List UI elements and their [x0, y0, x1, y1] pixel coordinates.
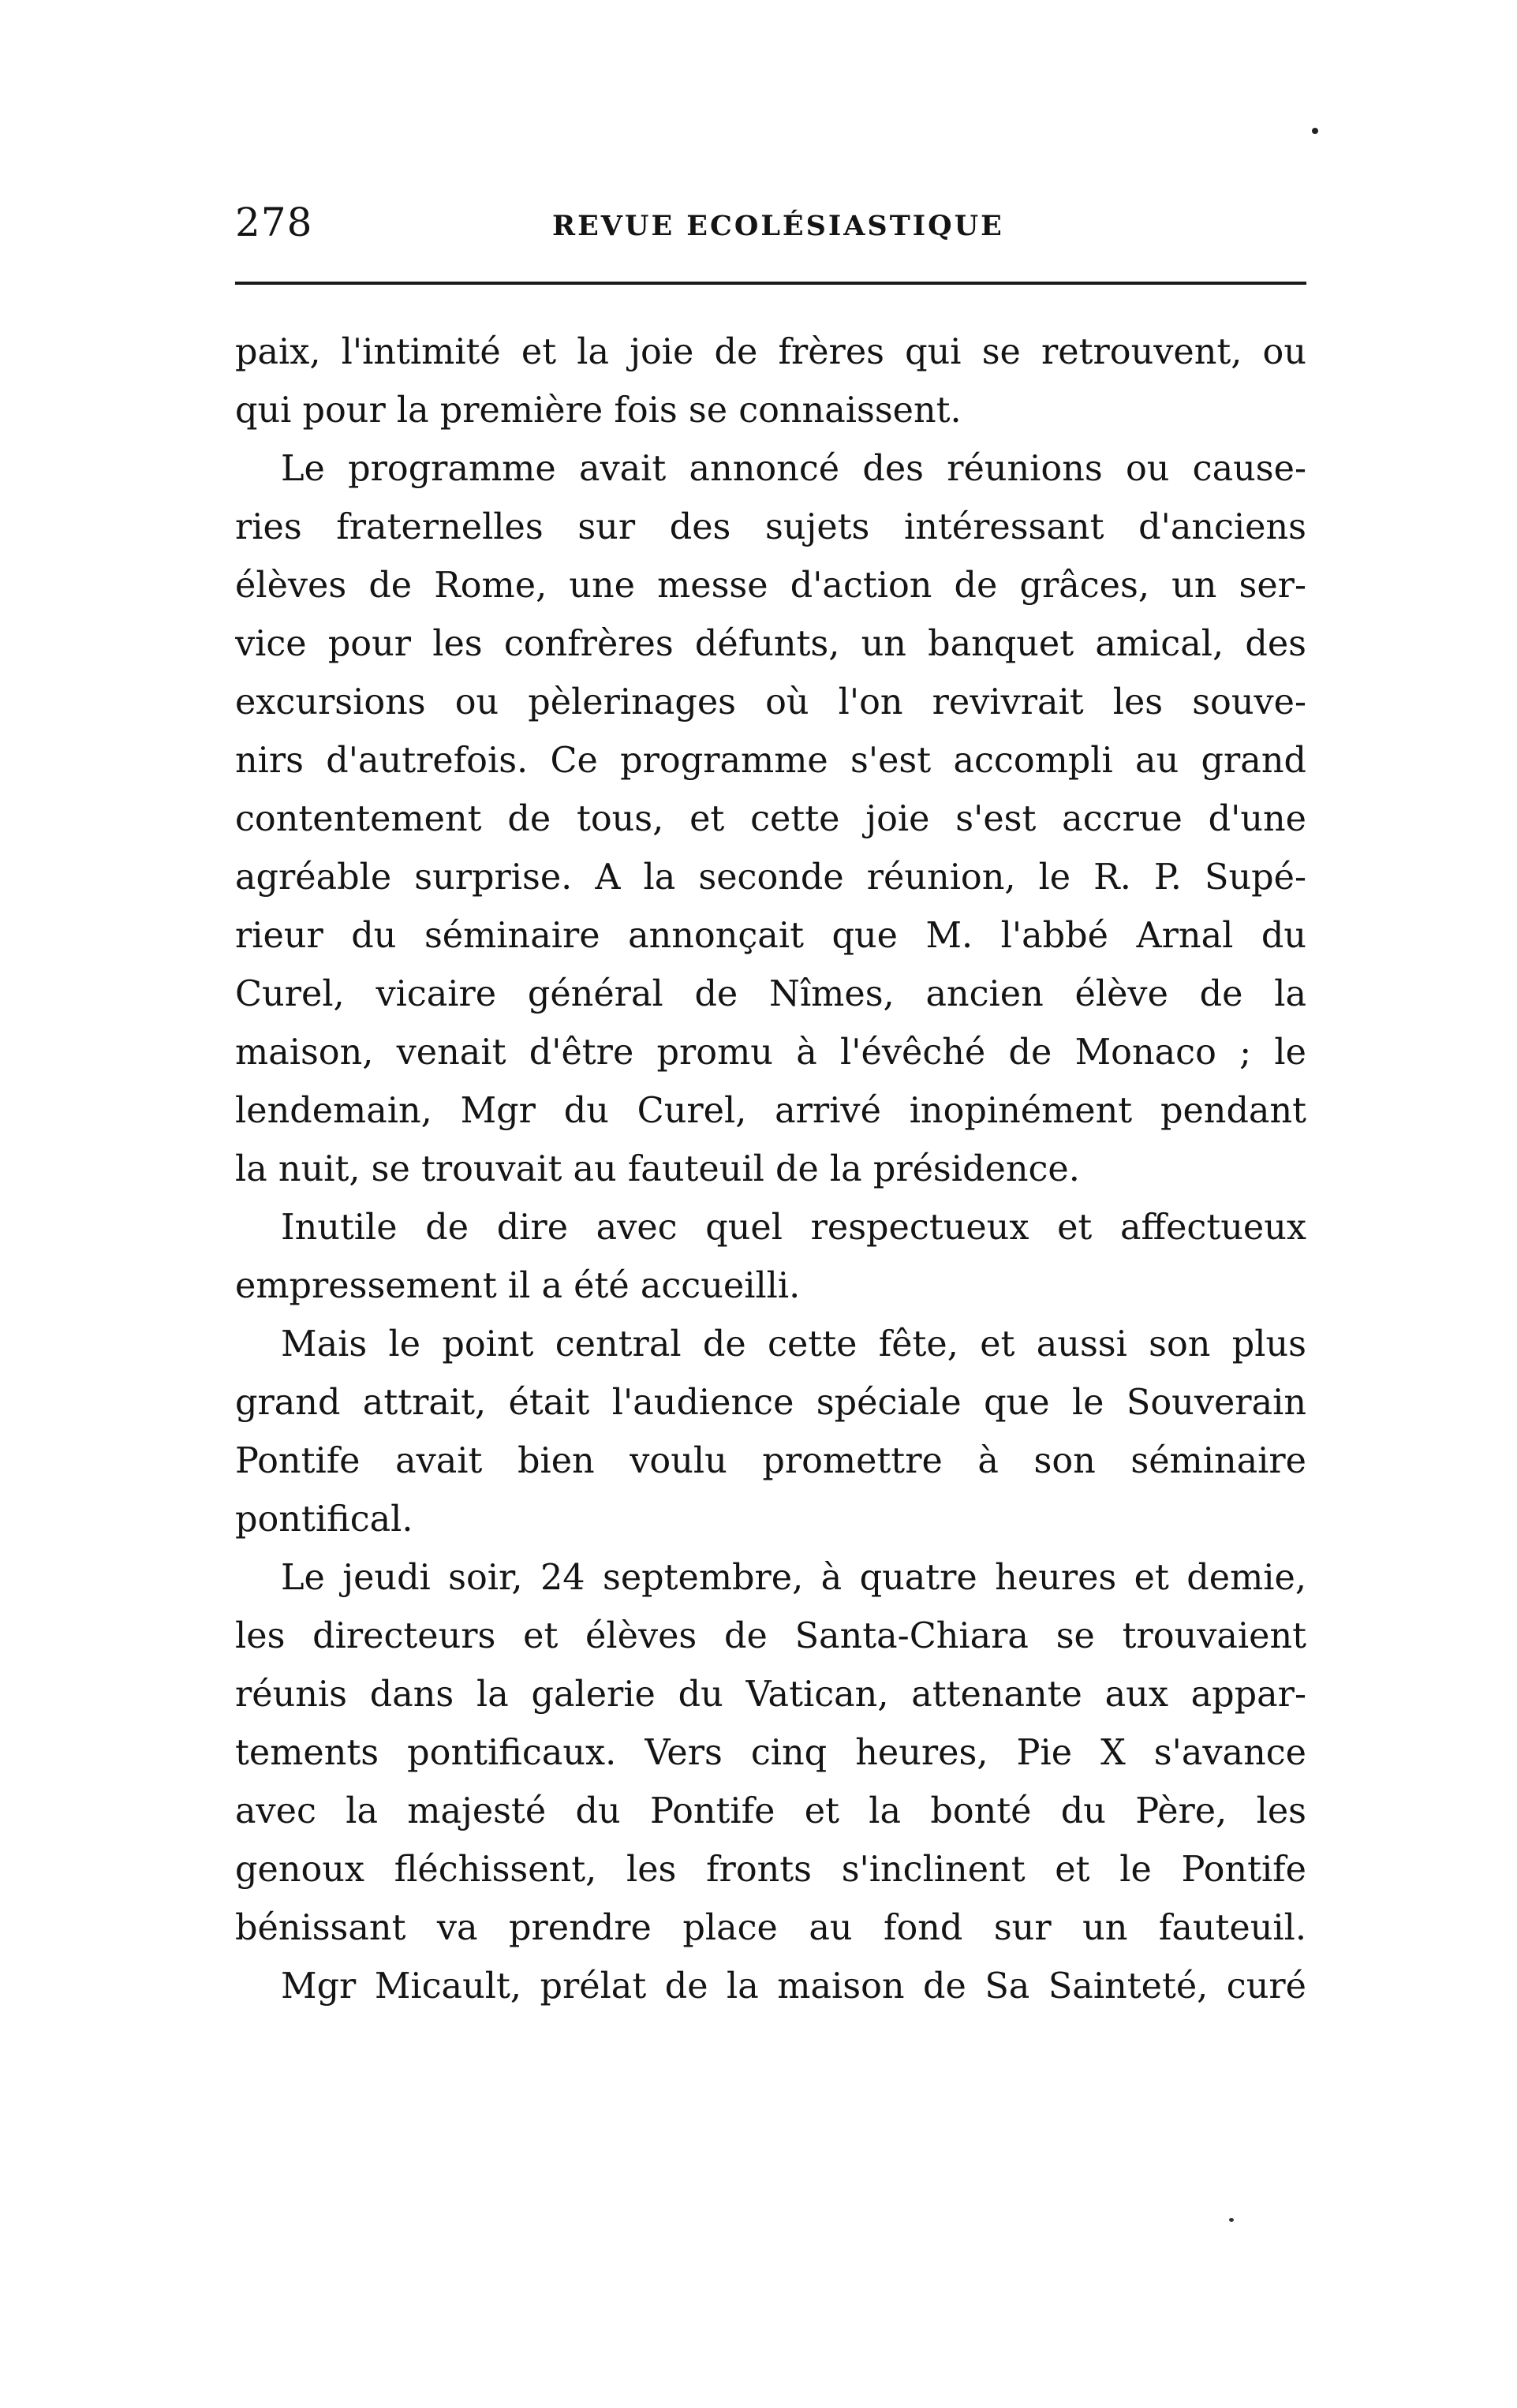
text-line: pontifical.	[235, 1499, 413, 1540]
text-line: Mais le point central de cette fête, et aussi son plus	[281, 1324, 1306, 1365]
text-line: tements pontificaux. Vers cinq heures, Pie X s'avance	[235, 1733, 1306, 1773]
text-line: élèves de Rome, une messe d'action de grâces, un ser-	[235, 566, 1306, 606]
text-line: empressement il a été accueilli.	[235, 1266, 801, 1306]
text-line: grand attrait, était l'audience spéciale que le Souverain	[235, 1383, 1306, 1423]
text-line: bénissant va prendre place au fond sur un fauteuil.	[235, 1908, 1306, 1948]
text-line: agréable surprise. A la seconde réunion, le R. P. Supé-	[235, 857, 1306, 898]
text-line: contentement de tous, et cette joie s'est accrue d'une	[235, 799, 1306, 839]
ink-speck	[1312, 128, 1318, 134]
page-number: 278	[235, 200, 313, 245]
text-line: Inutile de dire avec quel respectueux et affectueux	[281, 1208, 1306, 1248]
text-line: Le jeudi soir, 24 septembre, à quatre heures et demie,	[281, 1558, 1306, 1598]
text-line: avec la majesté du Pontife et la bonté du Père, les	[235, 1791, 1306, 1831]
text-line: maison, venait d'être promu à l'évêché de Monaco ; le	[235, 1032, 1306, 1073]
text-line: les directeurs et élèves de Santa-Chiara se trouvaient	[235, 1616, 1306, 1656]
text-line: ries fraternelles sur des sujets intéressant d'anciens	[235, 507, 1306, 547]
text-line: la nuit, se trouvait au fauteuil de la présidence.	[235, 1149, 1080, 1189]
running-head: REVUE ECOLÉSIASTIQUE	[552, 210, 1004, 242]
text-line: Mgr Micault, prélat de la maison de Sa Sainteté, curé	[281, 1966, 1306, 2007]
text-line: Pontife avait bien voulu promettre à son séminaire	[235, 1441, 1306, 1481]
header-rule	[235, 282, 1306, 285]
text-line: rieur du séminaire annonçait que M. l'abbé Arnal du	[235, 916, 1306, 956]
text-line: Le programme avait annoncé des réunions ou cause-	[281, 449, 1306, 489]
ink-speck	[1229, 2218, 1234, 2222]
text-line: nirs d'autrefois. Ce programme s'est accompli au grand	[235, 741, 1306, 781]
text-line: lendemain, Mgr du Curel, arrivé inopinément pendant	[235, 1091, 1306, 1131]
text-line: réunis dans la galerie du Vatican, attenante aux appar-	[235, 1674, 1306, 1715]
text-line: paix, l'intimité et la joie de frères qui se retrouvent, ou	[235, 332, 1306, 372]
text-line: genoux fléchissent, les fronts s'inclinent et le Pontife	[235, 1850, 1306, 1890]
text-line: excursions ou pèlerinages où l'on revivrait les souve-	[235, 682, 1306, 722]
text-line: Curel, vicaire général de Nîmes, ancien élève de la	[235, 974, 1306, 1014]
text-line: qui pour la première fois se connaissent.	[235, 390, 962, 431]
body-text	[235, 323, 1306, 2016]
text-line: vice pour les confrères défunts, un banquet amical, des	[235, 624, 1306, 664]
